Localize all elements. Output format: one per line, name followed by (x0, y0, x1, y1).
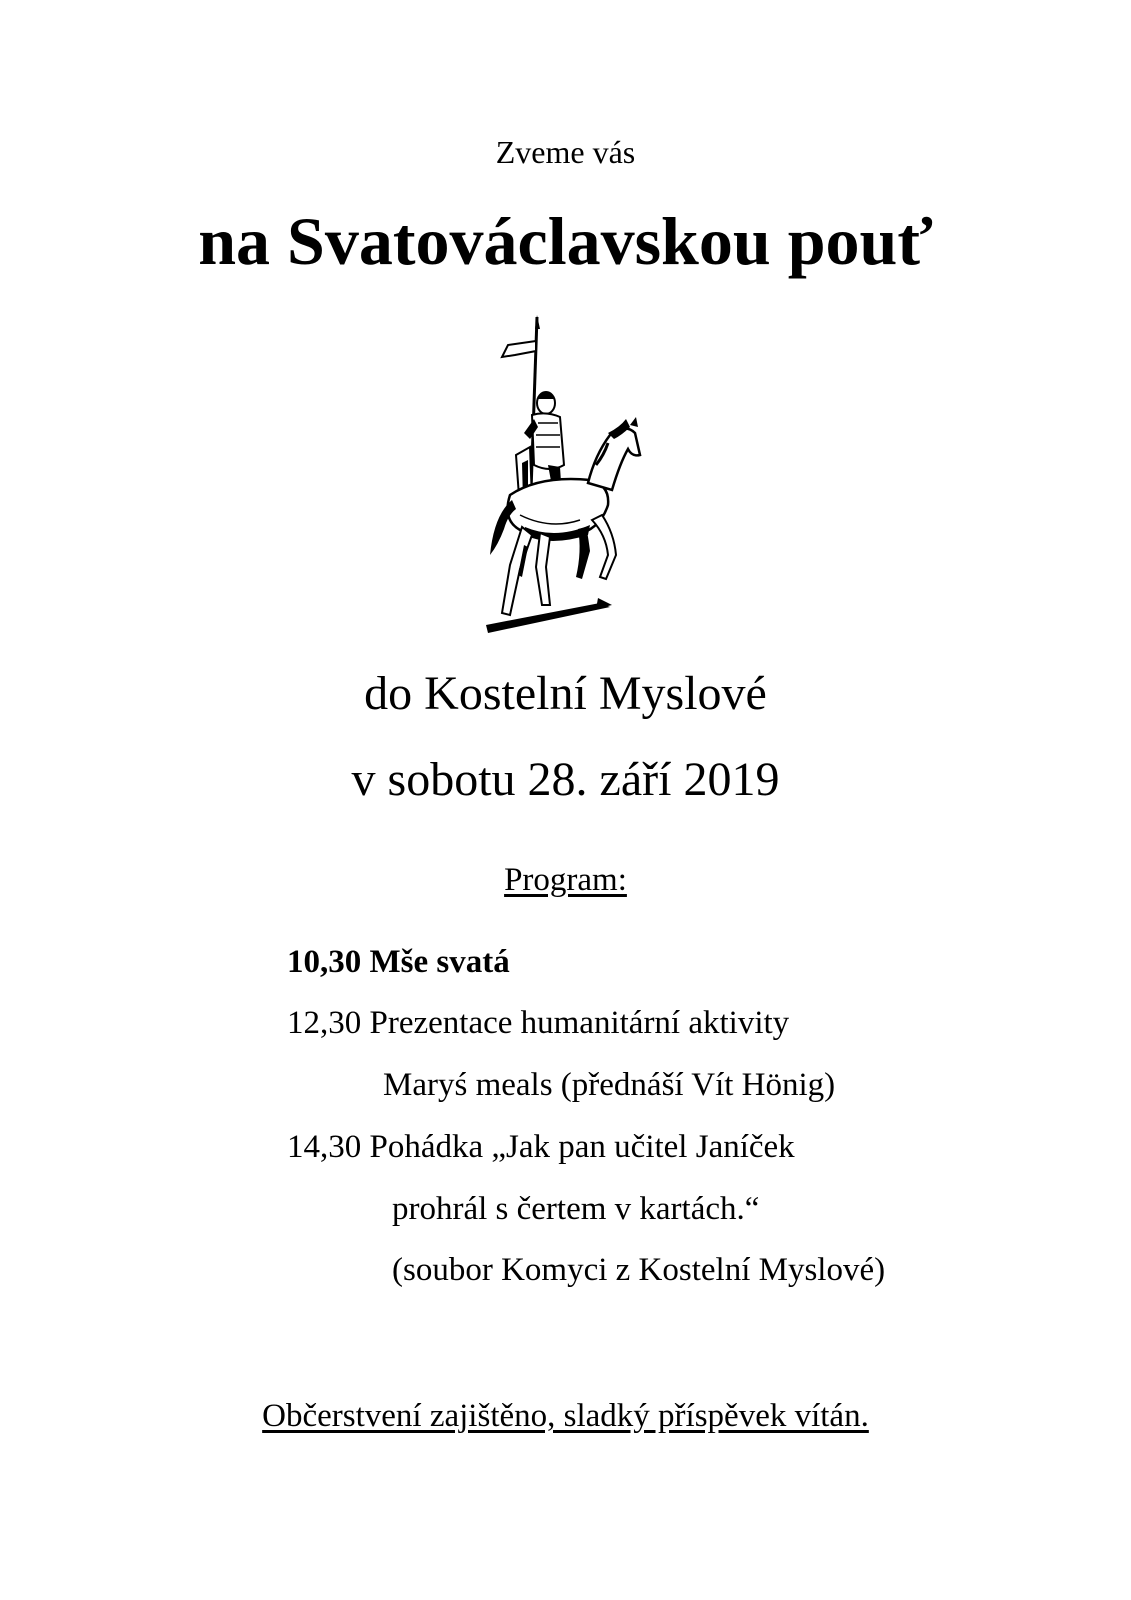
program-item: 12,30 Prezentace humanitární aktivity (287, 1005, 790, 1041)
invitation-text: Zveme vás (495, 134, 636, 170)
program-item: 14,30 Pohádka „Jak pan učitel Janíček (287, 1129, 795, 1165)
st-wenceslas-statue-icon (480, 315, 655, 640)
event-title: na Svatováclavskou pouť (198, 203, 933, 279)
event-location: do Kostelní Myslové (364, 667, 767, 720)
program-item-continuation: Maryś meals (přednáší Vít Hönig) (383, 1067, 836, 1103)
program-item: 10,30 Mše svatá (287, 944, 510, 980)
event-date: v sobotu 28. září 2019 (351, 753, 780, 806)
program-item-continuation: (soubor Komyci z Kostelní Myslové) (392, 1252, 886, 1288)
program-item-continuation: prohrál s čertem v kartách.“ (392, 1191, 760, 1227)
program-heading: Program: (504, 862, 627, 898)
refreshments-note: Občerstvení zajištěno, sladký příspěvek vítán. (262, 1398, 869, 1434)
